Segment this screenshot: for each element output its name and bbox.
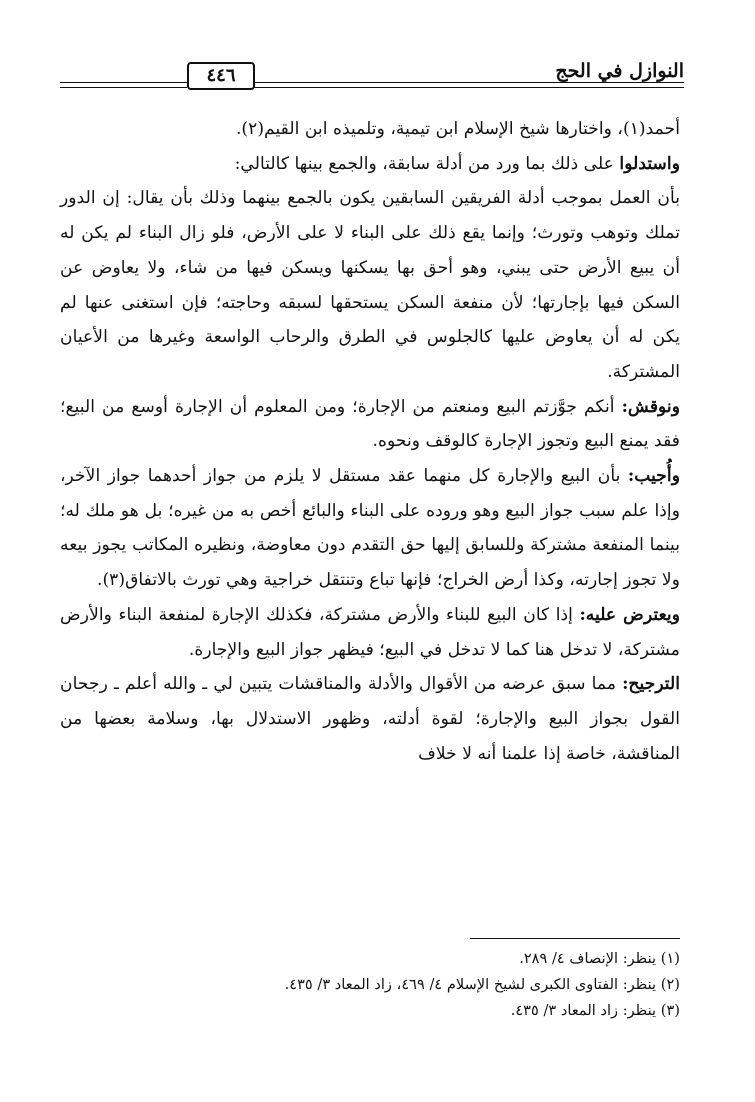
page-header bbox=[60, 52, 684, 98]
paragraph-lead: ونوقش: bbox=[621, 396, 680, 417]
main-text bbox=[60, 112, 680, 771]
running-title: النوازل في الحج bbox=[555, 60, 684, 82]
paragraph-text: أحمد(١)، واختارها شيخ الإسلام ابن تيمية، وتلميذه ابن القيم(٢). bbox=[235, 119, 680, 139]
paragraph-lead: الترجيح: bbox=[622, 674, 680, 695]
footnote-item: (٣) ينظر: زاد المعاد ٣/ ٤٣٥. bbox=[510, 1002, 680, 1019]
paragraph-lead: وأُجيب: bbox=[627, 466, 680, 487]
footnote-item: (١) ينظر: الإنصاف ٤/ ٢٨٩. bbox=[519, 950, 680, 967]
paragraph-evidence bbox=[60, 147, 680, 182]
paragraph-combination bbox=[60, 181, 680, 389]
paragraph-counter bbox=[60, 598, 680, 667]
page-number: ٤٤٦ bbox=[187, 62, 255, 90]
footnotes bbox=[60, 946, 680, 1024]
header-rule-top bbox=[60, 82, 187, 83]
paragraph-text: بأن العمل بموجب أدلة الفريقين السابقين يكون بالجمع بينهما وذلك بأن يقال: إن الدور تملك وتوهب وتورث؛ وإنما يقع ذلك على البناء لا على الأرض، فلو زال البناء لم يكن له أن يبيع الأرض حتى يبني، وهو أحق بها يسكنها ويسكن فيها من شاء، ولا يعاوض عن السكن فيها بإجارتها؛ لأن منفعة السكن يستحقها لسبقه وحاجته؛ فإن استغنى عنها لم يكن له أن يعاوض عليها كالجلوس في الطرق والرحاب الواسعة وغيرها من الأعيان المشتركة. bbox=[60, 188, 680, 382]
paragraph-text: إذا كان البيع للبناء والأرض مشتركة، فكذلك الإجارة لمنفعة البناء والأرض مشتركة، لا تدخل هنا كما لا تدخل في البيع؛ فيظهر جواز البيع والإجارة. bbox=[60, 604, 680, 660]
paragraph-preference bbox=[60, 667, 680, 771]
paragraph-objection bbox=[60, 390, 680, 459]
paragraph-intro bbox=[60, 112, 680, 147]
paragraph-answer bbox=[60, 459, 680, 598]
paragraph-lead: ويعترض عليه: bbox=[579, 604, 680, 625]
paragraph-lead: واستدلوا bbox=[619, 153, 680, 174]
paragraph-text: على ذلك بما ورد من أدلة سابقة، والجمع بينها كالتالي: bbox=[234, 153, 620, 174]
paragraph-text: مما سبق عرضه من الأقوال والأدلة والمناقشات يتبين لي ـ والله أعلم ـ رجحان القول بجواز البيع والإجارة؛ لقوة أدلته، وظهور الاستدلال بها، وسلامة بعضها من المناقشة، خاصة إذا علمنا أنه لا خلاف bbox=[60, 674, 680, 764]
paragraph-text: بأن البيع والإجارة كل منهما عقد مستقل لا يلزم من جواز أحدهما جواز الآخر، وإذا علم سبب جواز البيع وهو وروده على البناء والبائع أخص به من غيره؛ بل هو ملك له؛ بينما المنفعة مشتركة وللسابق إليها حق التقدم دون معاوضة، ونظيره المكاتب يجوز بيعه ولا تجوز إجارته، وكذا أرض الخراج؛ فإنها تباع وتنتقل خراجية وهي تورث بالاتفاق(٣). bbox=[60, 466, 680, 591]
footnote-separator bbox=[470, 938, 680, 939]
header-rule-right-bottom bbox=[251, 87, 684, 88]
header-rule-right-top bbox=[251, 82, 684, 83]
header-rule-bottom bbox=[60, 87, 187, 88]
footnote-item: (٢) ينظر: الفتاوى الكبرى لشيخ الإسلام ٤/ ٤٦٩، زاد المعاد ٣/ ٤٣٥. bbox=[284, 976, 680, 993]
paragraph-text: أنكم جوَّزتم البيع ومنعتم من الإجارة؛ ومن المعلوم أن الإجارة أوسع من البيع؛ فقد يمنع البيع وتجوز الإجارة كالوقف ونحوه. bbox=[60, 396, 680, 452]
